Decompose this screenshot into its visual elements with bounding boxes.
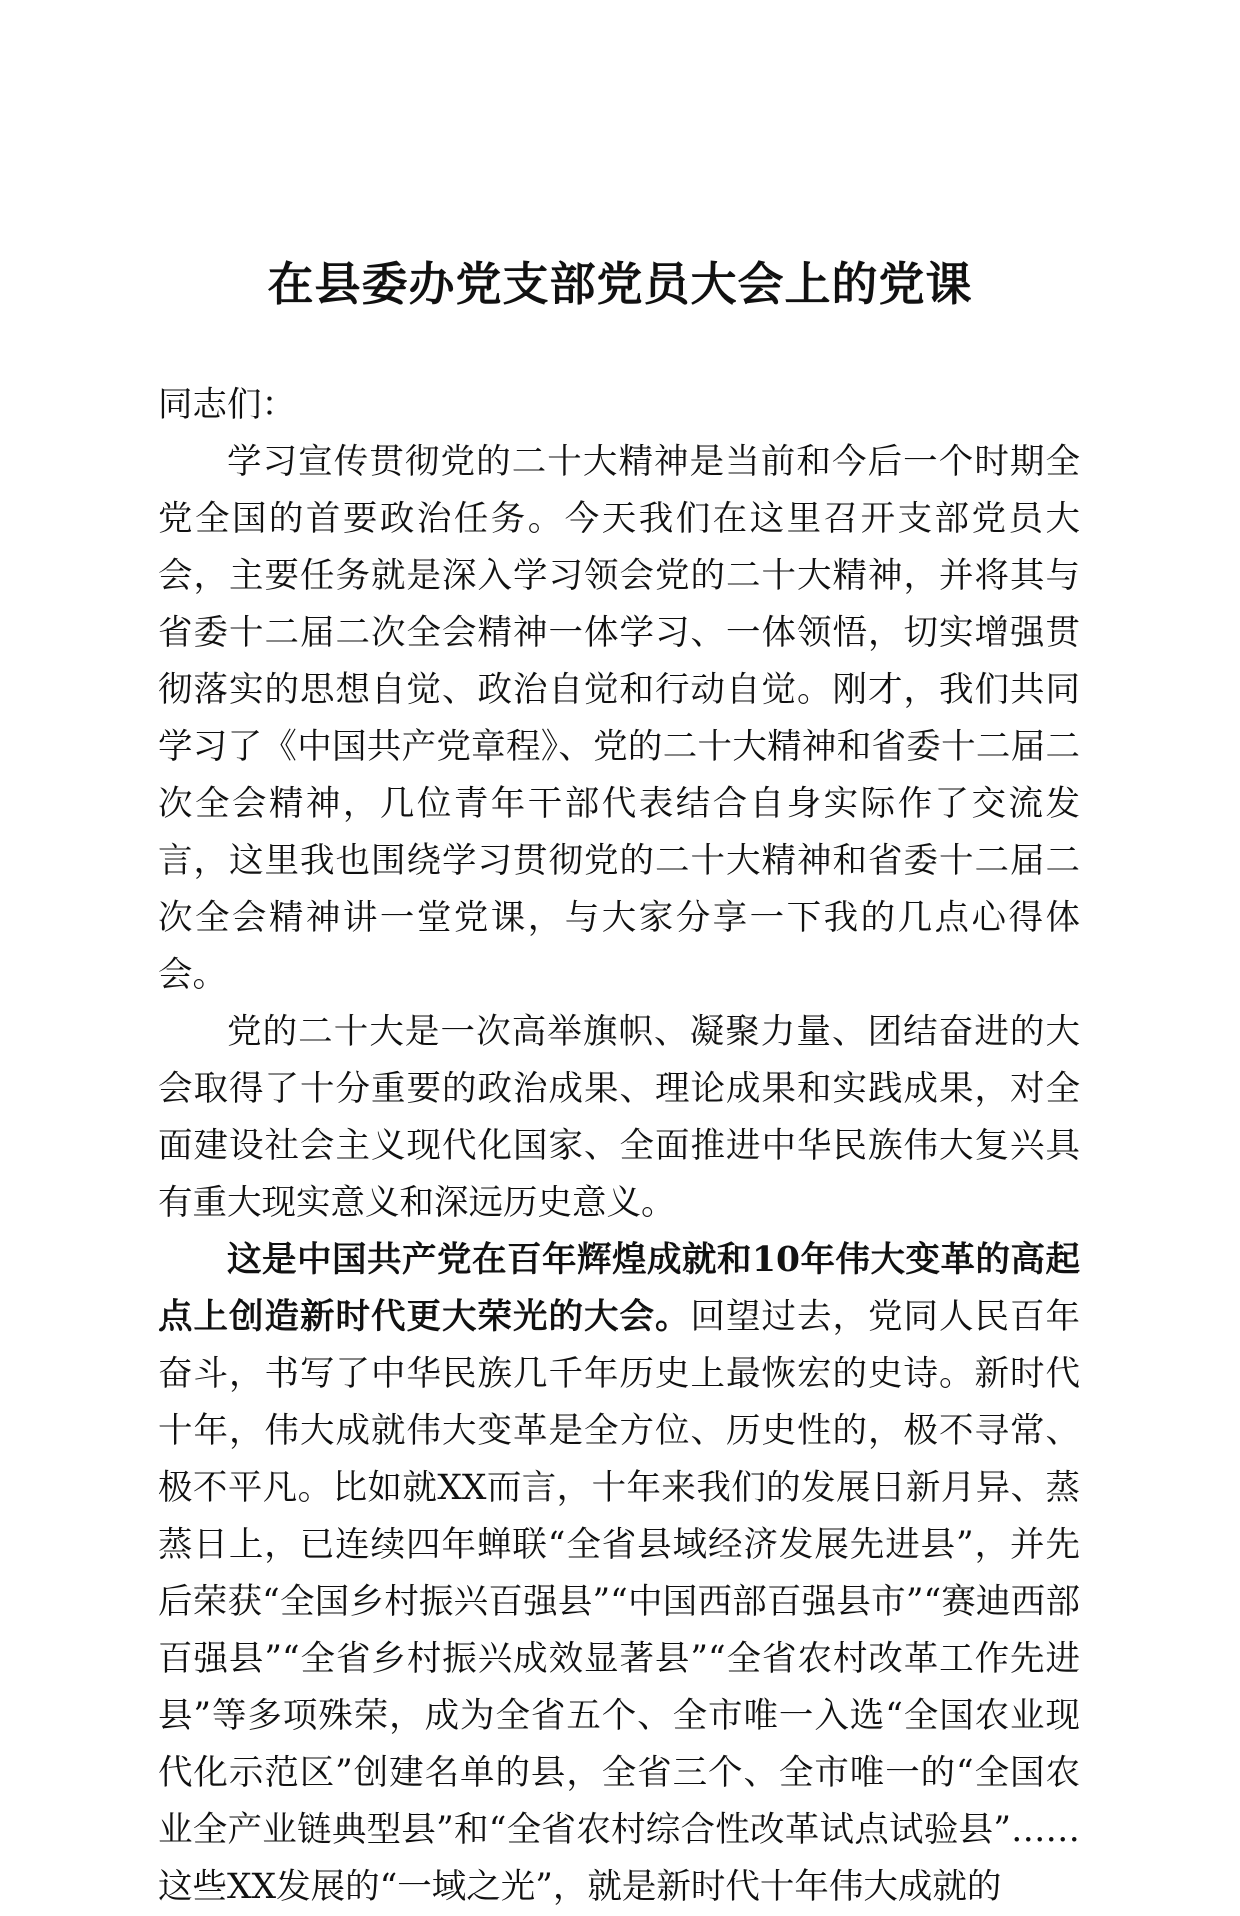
document-title: 在县委办党支部党员大会上的党课 bbox=[267, 257, 973, 311]
paragraph-1-text: 学习宣传贯彻党的二十大精神是当前和今后一个时期全党全国的首要政治任务。今天我们在这里召开支部党员大会，主要任务就是深入学习领会党的二十大精神，并将其与省委十二届二次全会精神一体学习、一体领悟，切实增强贯彻落实的思想自觉、政治自觉和行动自觉。刚才，我们共同学习了《中国共产党章程》、党的二十大精神和省委十二届二次全会精神，几位青年干部代表结合自身实际作了交流发言，这里我也围绕学习贯彻党的二十大精神和省委十二届二次全会精神讲一堂党课，与大家分享一下我的几点心得体会。 bbox=[158, 442, 1080, 995]
paragraph-1 bbox=[158, 434, 1080, 1004]
paragraph-3 bbox=[158, 1232, 1080, 1916]
paragraph-3-text: 回望过去，党同人民百年奋斗，书写了中华民族几千年历史上最恢宏的史诗。新时代十年，伟大成就伟大变革是全方位、历史性的，极不寻常、极不平凡。比如就XX而言，十年来我们的发展日新月异、蒸蒸日上，已连续四年蝉联“全省县域经济发展先进县”，并先后荣获“全国乡村振兴百强县”“中国西部百强县市”“赛迪西部百强县”“全省乡村振兴成效显著县”“全省农村改革工作先进县”等多项殊荣，成为全省五个、全市唯一入选“全国农业现代化示范区”创建名单的县，全省三个、全市唯一的“全国农业全产业链典型县”和“全省农村综合性改革试点试验县”……这些XX发展的“一域之光”，就是新时代十年伟大成就的 bbox=[158, 1297, 1080, 1907]
document-body bbox=[158, 377, 1080, 1916]
paragraph-3-bold-lead: 这是中国共产党在百年辉煌成就和10年伟大变革的高起点上创造新时代更大荣光的大会。 bbox=[158, 1240, 1080, 1337]
paragraph-2 bbox=[158, 1004, 1080, 1232]
paragraph-2-text: 党的二十大是一次高举旗帜、凝聚力量、团结奋进的大会取得了十分重要的政治成果、理论成果和实践成果，对全面建设社会主义现代化国家、全面推进中华民族伟大复兴具有重大现实意义和深远历史意义。 bbox=[158, 1012, 1080, 1223]
salutation: 同志们： bbox=[158, 385, 296, 425]
